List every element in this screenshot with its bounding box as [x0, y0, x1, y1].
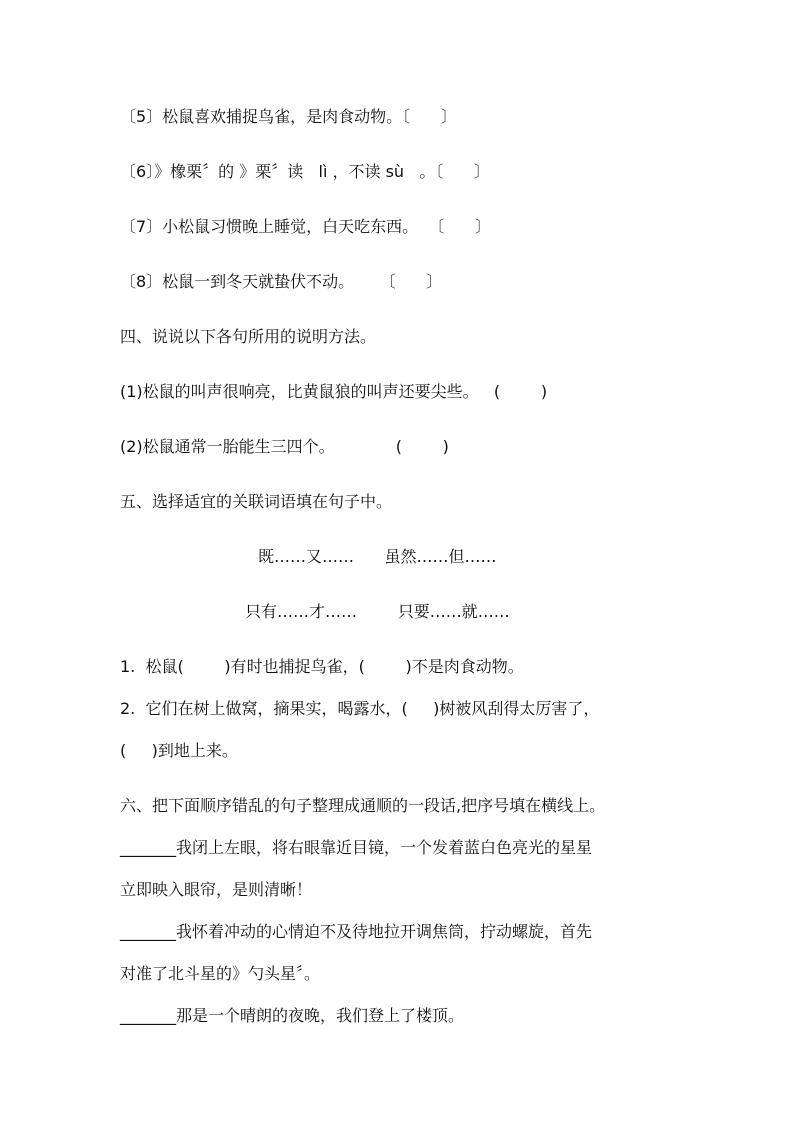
judgement-item-6: 〔6〕》橡栗〞的 》栗〞读 lì ，不读 sù 。〔 〕	[120, 162, 490, 181]
conjunction-options-row-2: 只有……才…… 只要……就……	[245, 602, 510, 621]
section4-heading: 四、说说以下各句所用的说明方法。	[120, 327, 377, 346]
judgement-item-7: 〔7〕小松鼠习惯晚上睡觉，白天吃东西。 〔 〕	[120, 217, 491, 236]
method-item-1: (1)松鼠的叫声很响亮，比黄鼠狼的叫声还要尖些。 ( )	[120, 382, 548, 401]
order-sentence-1-line-1: _______我闭上左眼，将右眼靠近目镜，一个发着蓝白色亮光的星星	[120, 838, 593, 857]
fill-item-1: 1. 松鼠( )有时也捕捉鸟雀，( )不是肉食动物。	[120, 657, 524, 676]
order-sentence-2-line-1: _______我怀着冲动的心情迫不及待地拉开调焦筒，拧动螺旋，首先	[120, 922, 593, 941]
order-sentence-1-line-2: 立即映入眼帘，是则清晰！	[120, 880, 313, 899]
section5-heading: 五、选择适宜的关联词语填在句子中。	[120, 492, 393, 511]
fill-item-2-line-2: ( )到地上来。	[120, 741, 238, 760]
method-item-2: (2)松鼠通常一胎能生三四个。 ( )	[120, 437, 449, 456]
order-sentence-2-line-2: 对准了北斗星的》勺头星〞。	[120, 964, 321, 983]
judgement-item-8: 〔8〕松鼠一到冬天就蛰伏不动。 〔 〕	[120, 272, 443, 291]
fill-item-2-line-1: 2. 它们在树上做窝，摘果实，喝露水，( )树被风刮得太厉害了，	[120, 699, 600, 718]
judgement-item-5: 〔5〕松鼠喜欢捕捉鸟雀，是肉食动物。〔 〕	[120, 107, 457, 126]
section6-heading: 六、把下面顺序错乱的句子整理成通顺的一段话,把序号填在横线上。	[120, 796, 606, 815]
order-sentence-3-line-1: _______那是一个晴朗的夜晚，我们登上了楼顶。	[120, 1006, 465, 1025]
conjunction-options-row-1: 既……又…… 虽然……但……	[258, 547, 497, 566]
